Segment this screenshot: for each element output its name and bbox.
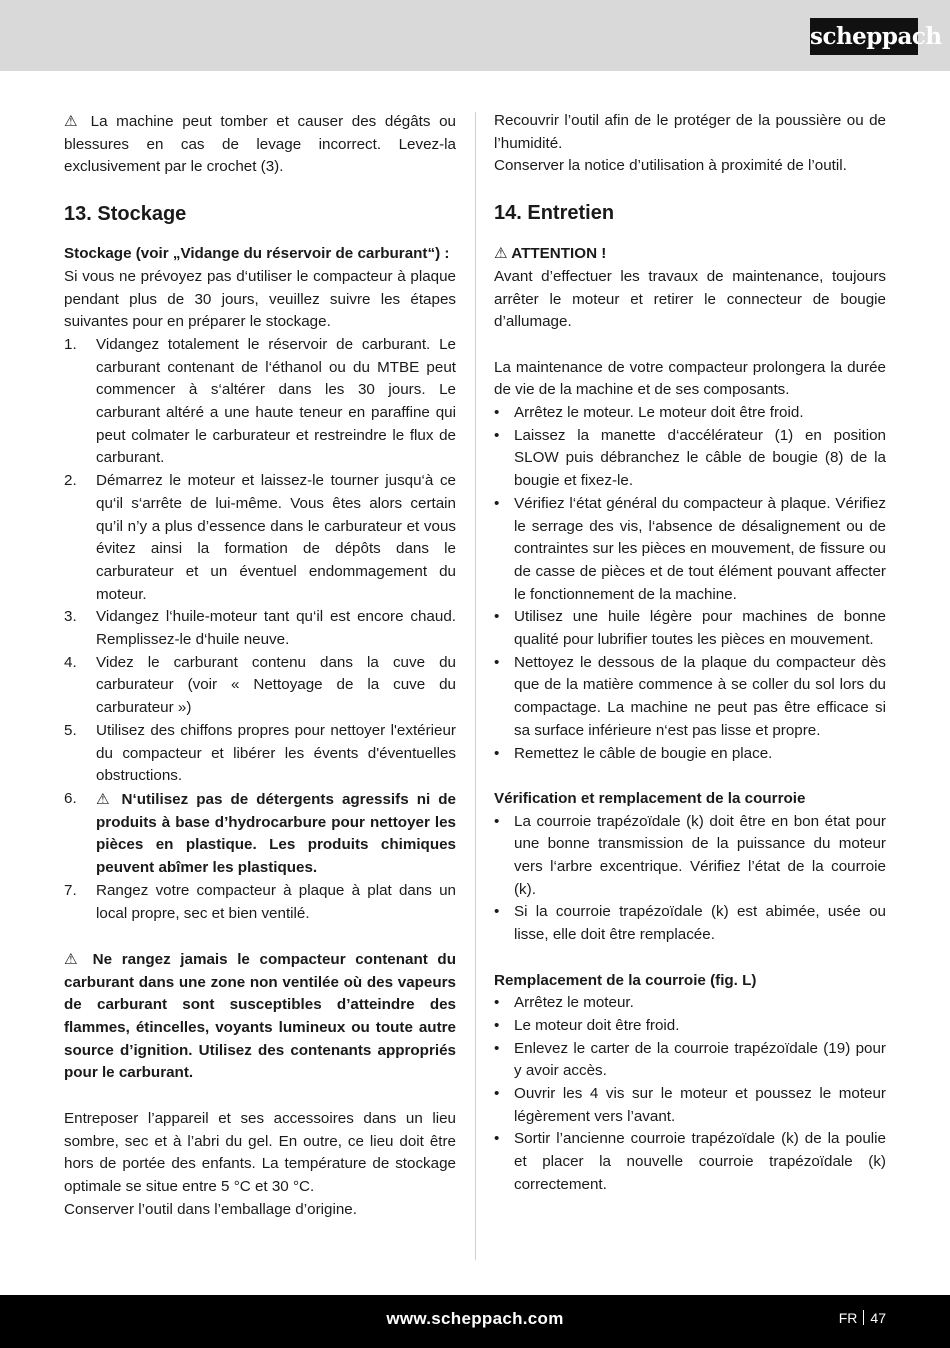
attention-text: Avant d’effectuer les travaux de maintenance, toujours arrêter le moteur et retirer le connecteur de bougie d’allumage. xyxy=(494,267,886,331)
list-item: • Si la courroie trapézoïdale (k) est abimée, usée ou lisse, elle doit être remplacée. xyxy=(494,901,886,946)
storage-heading: Stockage (voir „Vidange du réservoir de carburant“) : xyxy=(64,245,450,263)
warning-icon: ⚠ xyxy=(96,789,114,808)
storage-steps xyxy=(64,334,456,925)
footer-url[interactable]: www.scheppach.com xyxy=(386,1309,564,1328)
scheppach-logo: scheppach xyxy=(810,18,918,55)
section-title-maintenance: 14. Entretien xyxy=(494,202,615,225)
list-item: 4. Videz le carburant contenu dans la cuve du carburateur (voir « Nettoyage de la cuve du carburateur ») xyxy=(64,653,456,717)
warning-icon: ⚠ xyxy=(64,949,84,968)
list-item: • Le moteur doit être froid. xyxy=(494,1015,886,1038)
page-separator xyxy=(863,1310,864,1325)
list-item: • Arrêtez le moteur. Le moteur doit être froid. xyxy=(494,402,886,425)
manual-text: Conserver la notice d’utilisation à proximité de l’outil. xyxy=(494,157,847,175)
list-item: • Arrêtez le moteur. xyxy=(494,992,886,1015)
list-item: 7. Rangez votre compacteur à plaque à plat dans un local propre, sec et bien ventilé. xyxy=(64,881,456,922)
intro-warning xyxy=(64,110,456,179)
storage-intro: Si vous ne prévoyez pas d‘utiliser le compacteur à plaque pendant plus de 30 jours, veuillez suivre les étapes suivantes pour en préparer le stockage. xyxy=(64,267,456,331)
place-text: Entreposer l’appareil et ses accessoires dans un lieu sombre, sec et à l’abri du gel. En outre, ce lieu doit être hors de portée des enfants. La température de stockage optimale se situe entre 5 °C et 30 °C. xyxy=(64,1109,456,1195)
column-divider xyxy=(475,112,476,1260)
attention-label: ⚠ ATTENTION ! xyxy=(494,244,607,263)
list-item: • Remettez le câble de bougie en place. xyxy=(494,743,886,766)
belt-replace-list xyxy=(494,992,886,1196)
list-item: 5. Utilisez des chiffons propres pour nettoyer l'extérieur du compacteur et libérer les évents d'éventuelles obstructions. xyxy=(64,721,456,785)
list-item: 2. Démarrez le moteur et laissez-le tourner jusqu‘à ce qu‘il s‘arrête de lui-même. Vous êtes alors certain qu’il n’y a plus d’essence dans le carburateur et vous évitez ainsi la formation de dépôts dans le carburateur et un éventuel endommagement du moteur. xyxy=(64,472,456,603)
list-item: • La courroie trapézoïdale (k) doit être en bon état pour une bonne transmission de la puissance du moteur vers l‘arbre excentrique. Vérifiez l’état de la courroie (k). xyxy=(494,811,886,902)
list-item: • Vérifiez l‘état général du compacteur à plaque. Vérifiez le serrage des vis, l‘absence de désalignement ou de contraintes sur les pièces en mouvement, de fissure ou de casse de pièces et de tout élément pouvant affecter le fonctionnement de la machine. xyxy=(494,493,886,607)
list-item: • Laissez la manette d‘accélérateur (1) en position SLOW puis débranchez le câble de bougie (8) de la bougie et fixez-le. xyxy=(494,425,886,493)
page-number-value: 47 xyxy=(870,1310,886,1326)
list-item: • Ouvrir les 4 vis sur le moteur et poussez le moteur légèrement vers l’avant. xyxy=(494,1083,886,1128)
page-number xyxy=(839,1310,886,1326)
language-code: FR xyxy=(838,1310,858,1326)
list-item: • Sortir l’ancienne courroie trapézoïdale (k) de la poulie et placer la nouvelle courroie trapézoïdale (k) correctement. xyxy=(494,1128,886,1196)
intro-warning-text: La machine peut tomber et causer des dégâts ou blessures en cas de levage incorrect. Levez-la exclusivement par le crochet (3). xyxy=(64,113,456,176)
list-item: • Utilisez une huile légère pour machines de bonne qualité pour lubrifier toutes les pièces en mouvement. xyxy=(494,606,886,651)
maintenance-list xyxy=(494,402,886,765)
left-column xyxy=(64,110,456,1221)
list-item: 1. Vidangez totalement le réservoir de carburant. Le carburant contenant de l‘éthanol ou du MTBE peut commencer à s‘altérer dans les 30 jours. Le carburant altéré a une haute teneur en paraffine qui peut colmater le carburateur et restreindre le flux de carburant. xyxy=(64,335,456,467)
maintenance-intro: La maintenance de votre compacteur prolongera la durée de vie de la machine et de ses composants. xyxy=(494,358,886,399)
header-band xyxy=(0,0,950,71)
footer-band xyxy=(0,1295,950,1348)
belt-check-list xyxy=(494,811,886,947)
packaging-text: Conserver l’outil dans l’emballage d’origine. xyxy=(64,1200,357,1218)
section-title-storage: 13. Stockage xyxy=(64,203,187,226)
belt-replace-heading: Remplacement de la courroie (fig. L) xyxy=(494,971,757,989)
belt-check-heading: Vérification et remplacement de la courroie xyxy=(494,789,806,807)
right-column xyxy=(494,110,886,1197)
list-item: • Enlevez le carter de la courroie trapézoïdale (19) pour y avoir accès. xyxy=(494,1038,886,1083)
fuel-warning: ⚠ Ne rangez jamais le compacteur contenant du carburant dans une zone non ventilée où des vapeurs de carburant sont susceptibles d’atteindre des flammes, étincelles, voyants lumineux ou toute autre source d’ignition. Utilisez des contenants appropriés pour le carburant. xyxy=(64,949,456,1082)
list-item: 3. Vidangez l‘huile-moteur tant qu‘il est encore chaud. Remplissez-le d‘huile neuve. xyxy=(64,608,456,649)
list-item: 6. ⚠ N‘utilisez pas de détergents agressifs ni de produits à base d’hydrocarbure pour nettoyer les pièces en plastique. Les produits chimiques peuvent abîmer les plastiques. xyxy=(64,789,456,877)
list-item: • Nettoyez le dessous de la plaque du compacteur dès que de la matière commence à se coller du sol lors du compactage. La machine ne peut pas être efficace si sa surface inférieure n‘est pas lisse et propre. xyxy=(494,652,886,743)
cover-text: Recouvrir l’outil afin de le protéger de la poussière ou de l’humidité. xyxy=(494,112,886,152)
warning-icon: ⚠ xyxy=(64,112,83,130)
warning-icon: ⚠ xyxy=(494,244,508,263)
